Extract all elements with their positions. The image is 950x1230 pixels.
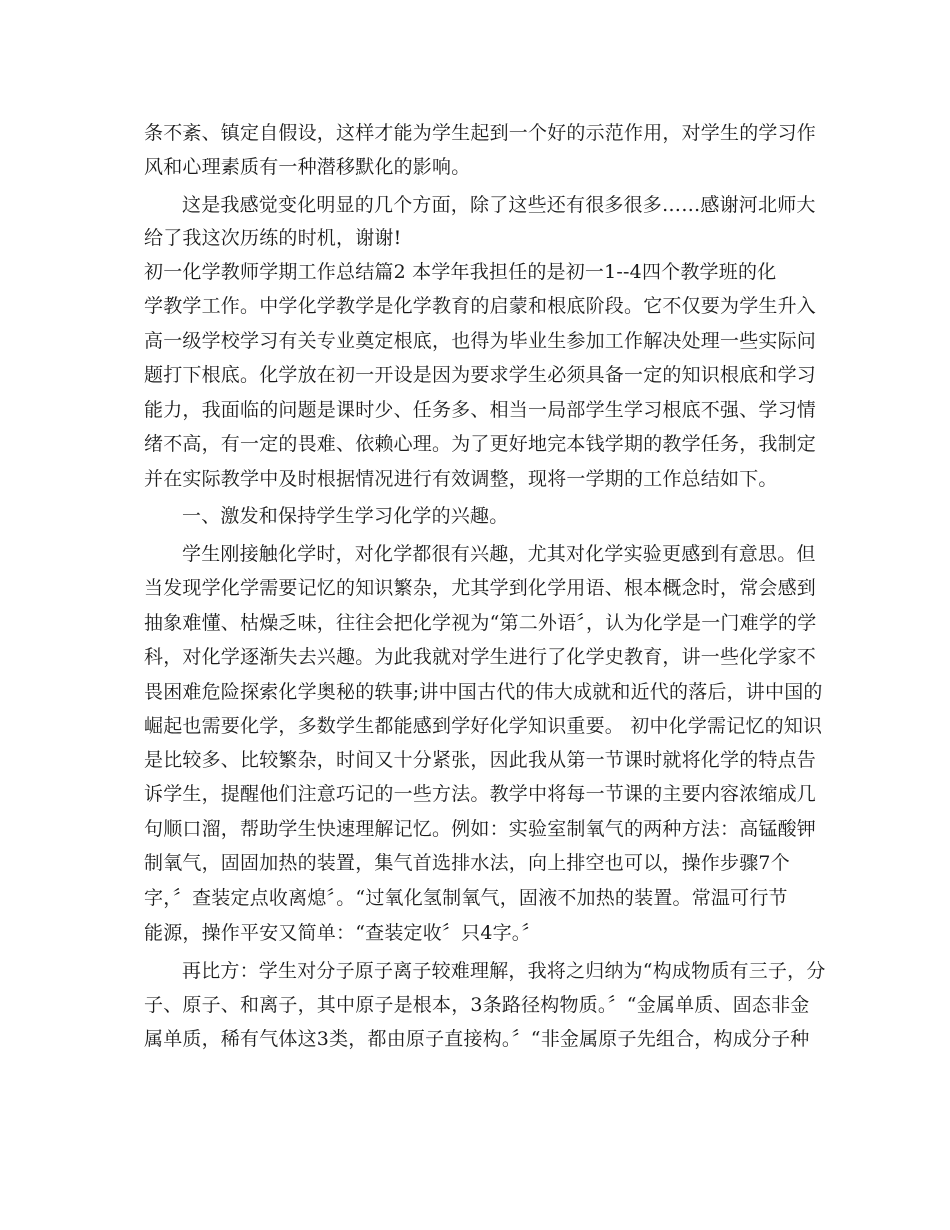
text-line: 条不紊、镇定自假设，这样才能为学生起到一个好的示范作用，对学生的学习作 [144, 122, 817, 144]
text-line: 初一化学教师学期工作总结篇2 本学年我担任的是初一1--4四个教学班的化 [144, 261, 777, 283]
text-line: 再比方：学生对分子原子离子较难理解，我将之归纳为“构成物质有三子，分 [182, 960, 826, 982]
text-line: 诉学生，提醒他们注意巧记的一些方法。教学中将每一节课的主要内容浓缩成几 [144, 783, 817, 805]
text-line: 高一级学校学习有关专业奠定根底，也得为毕业生参加工作解决处理一些实际问 [144, 330, 817, 352]
text-line: 句顺口溜，帮助学生快速理解记忆。例如：实验室制氧气的两种方法：高锰酸钾 [144, 818, 817, 840]
text-line: 崛起也需要化学，多数学生都能感到学好化学知识重要。 初中化学需记忆的知识 [144, 715, 823, 737]
text-line: 抽象难懂、枯燥乏味，往往会把化学视为“第二外语〞，认为化学是一门难学的学 [144, 612, 817, 634]
text-line: 风和心理素质有一种潜移默化的影响。 [144, 156, 471, 178]
text-line: 题打下根底。化学放在初一开设是因为要求学生必须具备一定的知识根底和学习 [144, 364, 817, 386]
text-line: 学生刚接触化学时，对化学都很有兴趣，尤其对化学实验更感到有意思。但 [182, 543, 816, 565]
text-line: 是比较多、比较繁杂，时间又十分紧张，因此我从第一节课时就将化学的特点告 [144, 749, 817, 771]
text-line: 这是我感觉变化明显的几个方面，除了这些还有很多很多……感谢河北师大 [182, 194, 816, 216]
text-line: 能源，操作平安又简单：“查装定收〞只4字。〞 [144, 922, 541, 944]
text-line: 子、原子、和离子，其中原子是根本，3条路径构物质。〞“金属单质、固态非金 [144, 994, 810, 1016]
section-heading: 一、激发和保持学生学习化学的兴趣。 [182, 505, 509, 527]
text-line: 学教学工作。中学化学教学是化学教育的启蒙和根底阶段。它不仅要为学生升入 [144, 295, 817, 317]
text-line: 科，对化学逐渐失去兴趣。为此我就对学生进行了化学史教育，讲一些化学家不 [144, 646, 817, 668]
text-line: 畏困难危险探索化学奥秘的轶事;讲中国古代的伟大成就和近代的落后，讲中国的 [144, 681, 823, 703]
text-line: 能力，我面临的问题是课时少、任务多、相当一局部学生学习根底不强、学习情 [144, 399, 817, 421]
text-line: 并在实际教学中及时根据情况进行有效调整，现将一学期的工作总结如下。 [144, 468, 778, 490]
text-line: 当发现学化学需要记忆的知识繁杂，尤其学到化学用语、根本概念时，常会感到 [144, 577, 817, 599]
text-line: 字，〞查装定点收离熄〞。“过氧化氢制氧气，固液不加热的装置。常温可行节 [144, 887, 788, 909]
text-line: 属单质，稀有气体这3类，都由原子直接构。〞“非金属原子先组合，构成分子种 [144, 1028, 810, 1050]
text-line: 制氧气，固固加热的装置，集气首选排水法，向上排空也可以，操作步骤7个 [144, 852, 790, 874]
text-line: 绪不高，有一定的畏难、依赖心理。为了更好地完本钱学期的教学任务，我制定 [144, 433, 817, 455]
text-line: 给了我这次历练的时机，谢谢! [144, 227, 402, 249]
